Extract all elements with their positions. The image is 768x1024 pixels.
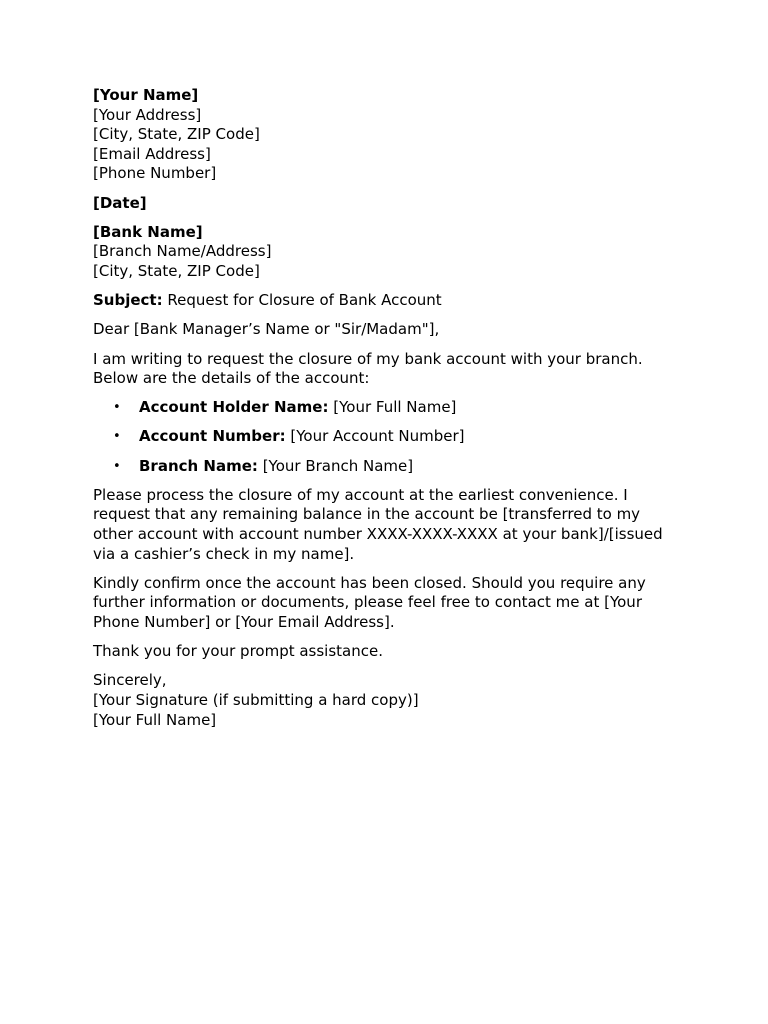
sender-email: [Email Address] <box>93 144 211 163</box>
subject-line <box>93 291 683 311</box>
detail-value: [Your Account Number] <box>290 427 465 446</box>
body-paragraph-confirm: Kindly confirm once the account has been closed. Should you require any further information or documents, please feel free to contact me at [Your Phone Number] or [Your Email Address]. <box>93 573 646 631</box>
bullet-icon: • <box>113 458 121 474</box>
letter-date: [Date] <box>93 193 147 212</box>
subject-label: Subject: <box>93 291 163 310</box>
date-block <box>93 194 683 214</box>
body-paragraph-closure: Please process the closure of my account at the earliest convenience. I request that any remaining balance in the account be [transferred to my other account with account number XXXX-XXXX-XXXX at your bank]/[issued via a cashier’s check in my name]. <box>93 485 663 563</box>
bullet-icon: • <box>113 429 121 445</box>
sender-name: [Your Name] <box>93 86 199 104</box>
list-item <box>93 457 683 477</box>
detail-label: Account Holder Name: <box>139 398 329 417</box>
intro-paragraph: I am writing to request the closure of my bank account with your branch. Below are the details of the account: <box>93 349 643 388</box>
recipient-block <box>93 223 683 282</box>
sign-off: Sincerely, <box>93 671 167 690</box>
recipient-city-state-zip: [City, State, ZIP Code] <box>93 261 260 280</box>
closing-full-name: [Your Full Name] <box>93 710 217 729</box>
salutation: Dear [Bank Manager’s Name or "Sir/Madam"], <box>93 320 440 339</box>
detail-label: Branch Name: <box>139 456 258 475</box>
recipient-bank-name: [Bank Name] <box>93 222 203 241</box>
list-item <box>93 427 683 447</box>
thanks-paragraph: Thank you for your prompt assistance. <box>93 642 383 661</box>
bullet-icon: • <box>113 400 121 416</box>
letter-document <box>93 86 683 740</box>
detail-label: Account Number: <box>139 427 286 446</box>
sender-city-state-zip: [City, State, ZIP Code] <box>93 125 260 144</box>
account-details-list <box>93 398 683 476</box>
recipient-branch: [Branch Name/Address] <box>93 242 272 261</box>
sender-address: [Your Address] <box>93 105 202 124</box>
sender-phone: [Phone Number] <box>93 164 217 183</box>
closing-block <box>93 671 683 730</box>
signature-placeholder: [Your Signature (if submitting a hard copy)] <box>93 690 419 709</box>
list-item <box>93 398 683 418</box>
subject-text: Request for Closure of Bank Account <box>167 291 442 310</box>
detail-value: [Your Branch Name] <box>262 456 414 475</box>
detail-value: [Your Full Name] <box>333 398 457 417</box>
sender-block <box>93 86 683 184</box>
